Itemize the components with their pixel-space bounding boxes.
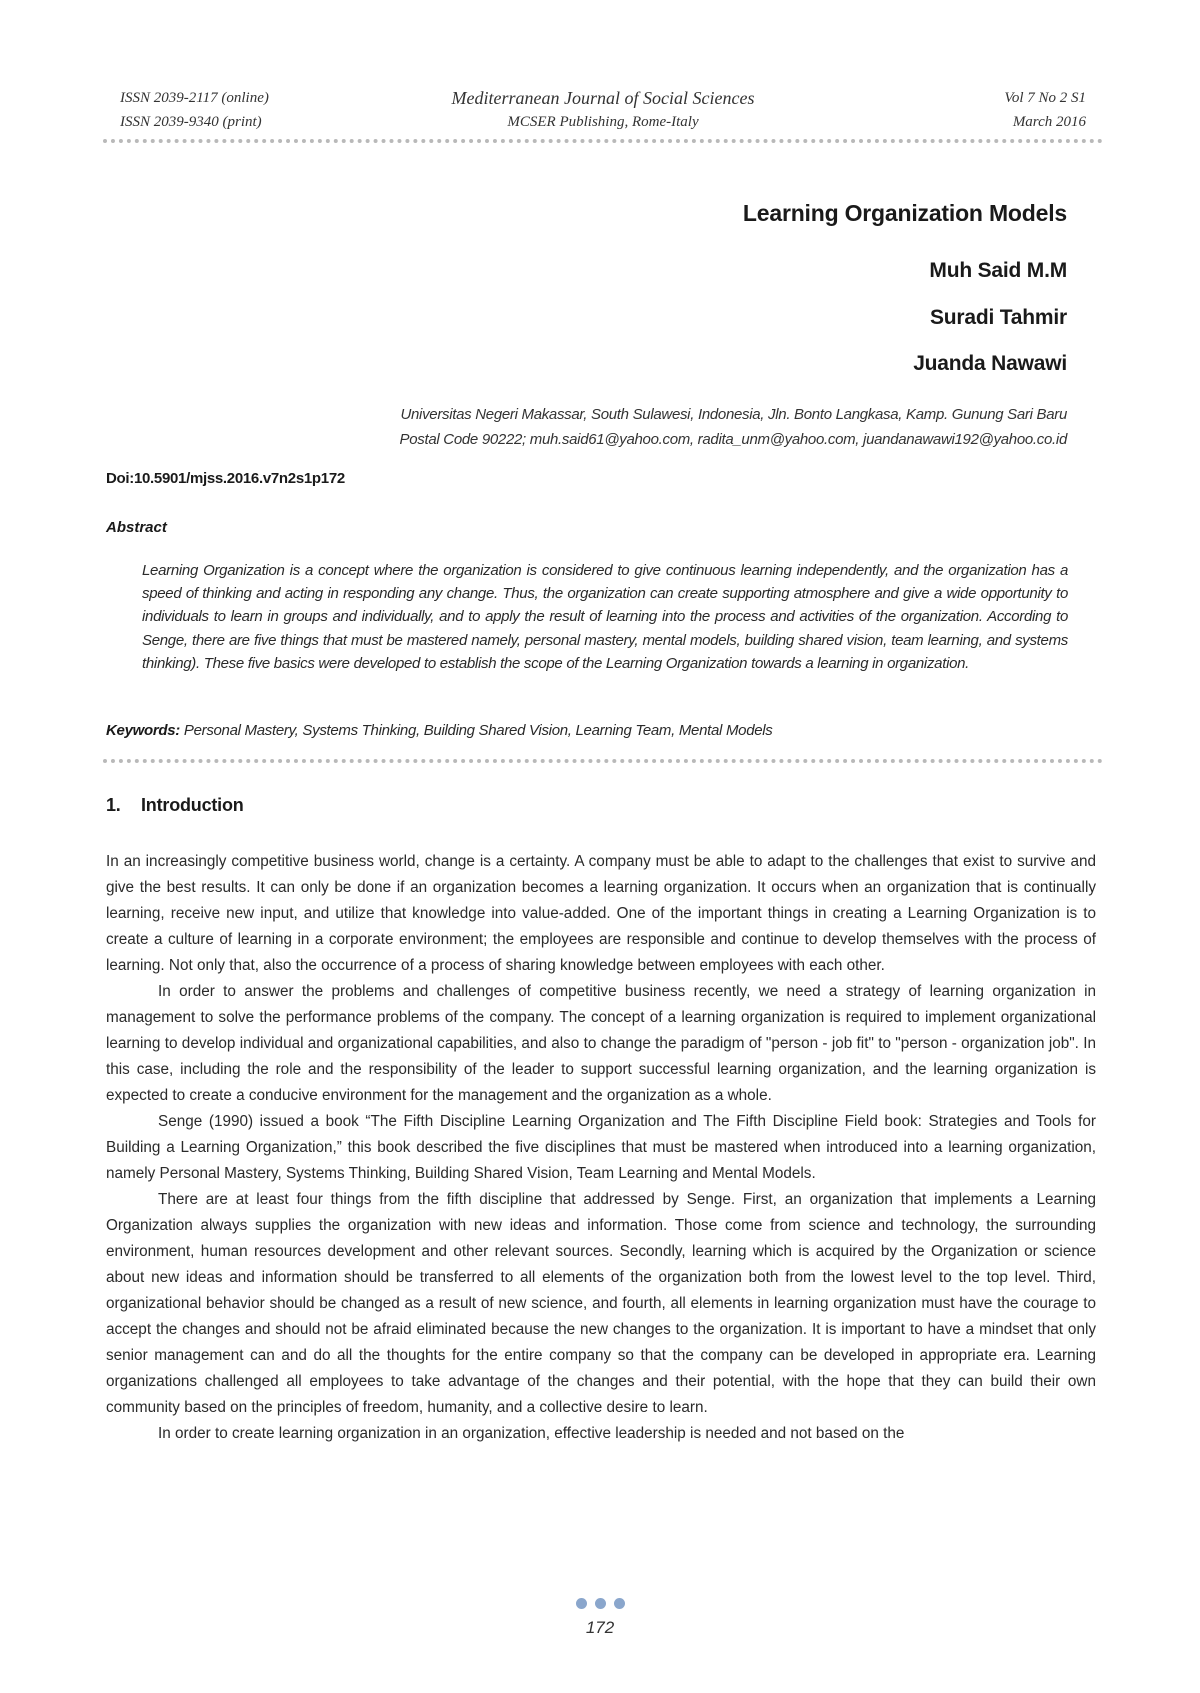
issue-block bbox=[1004, 86, 1086, 134]
section-title: Introduction bbox=[141, 795, 244, 815]
issn-online: ISSN 2039-2117 (online) bbox=[120, 90, 269, 106]
header-divider bbox=[103, 139, 1103, 143]
footer-dot bbox=[576, 1598, 587, 1609]
abstract-divider bbox=[103, 759, 1103, 763]
footer-dot bbox=[614, 1598, 625, 1609]
affiliation bbox=[400, 402, 1067, 452]
paragraph-1: In an increasingly competitive business world, change is a certainty. A company must be able to adapt to the challenges that exist to survive and give the best results. It can only be done if an organization becomes a learning organization. It occurs when an organization that is continually learning, receive new input, and utilize that knowledge into value-added. One of the important things in creating a Learning Organization is to create a culture of learning in a corporate environment; the employees are responsible and continue to develop themselves with the process of learning. Not only that, also the occurrence of a process of sharing knowledge between employees with each other. bbox=[106, 853, 1096, 974]
volume-label: Vol 7 No 2 S1 bbox=[1004, 90, 1086, 106]
affiliation-line-2: Postal Code 90222; muh.said61@yahoo.com, radita_unm@yahoo.com, juandanawawi192@yahoo.co.id bbox=[399, 431, 1067, 448]
page-number: 172 bbox=[585, 1618, 615, 1637]
footer-dots bbox=[0, 1596, 1200, 1610]
paragraph-5: In order to create learning organization in an organization, effective leadership is needed and not based on the bbox=[158, 1425, 905, 1442]
doi-link[interactable]: Doi:10.5901/mjss.2016.v7n2s1p172 bbox=[106, 470, 345, 487]
publisher-name: MCSER Publishing, Rome-Italy bbox=[507, 114, 699, 130]
section-heading bbox=[106, 795, 244, 816]
body-text bbox=[106, 849, 1096, 1447]
author-1: Muh Said M.M bbox=[929, 259, 1067, 282]
abstract-heading: Abstract bbox=[106, 519, 167, 536]
issue-date: March 2016 bbox=[1012, 114, 1086, 130]
keywords-label: Keywords: bbox=[106, 722, 180, 739]
author-2: Suradi Tahmir bbox=[929, 306, 1067, 329]
keywords-list: Personal Mastery, Systems Thinking, Building Shared Vision, Learning Team, Mental Models bbox=[183, 722, 773, 739]
journal-block bbox=[120, 86, 1086, 134]
journal-name: Mediterranean Journal of Social Sciences bbox=[451, 88, 755, 108]
paper-title: Learning Organization Models bbox=[742, 200, 1067, 226]
paragraph-4: There are at least four things from the fifth discipline that addressed by Senge. First, an organization that implements a Learning Organization always supplies the organization with new ideas and information. Those come from science and technology, the surrounding environment, human resources development and other relevant sources. Secondly, learning which is acquired by the Organization or science about new ideas and information should be transferred to all elements of the organization both from the lowest level to the top level. Third, organizational behavior should be changed as a result of new science, and fourth, all elements in learning organization must have the courage to accept the changes and should not be afraid eliminated because the new changes to the organization. It is important to have a mindset that only senior management can and do all the thoughts for the entire company so that the company can be developed in appropriate era. Learning organizations challenged all employees to take advantage of the changes and their potential, with the hope that they can build their own community based on the principles of freedom, humanity, and a collective desire to learn. bbox=[106, 1191, 1096, 1416]
issn-print: ISSN 2039-9340 (print) bbox=[120, 114, 262, 130]
abstract-text: Learning Organization is a concept where the organization is considered to give continuous learning independently, and the organization has a speed of thinking and acting in responding any change. Thus, the organization can create supporting atmosphere and give a wide opportunity to individuals to learn in groups and individually, and to apply the result of learning into the process and activities of the organization. According to Senge, there are five things that must be mastered namely, personal mastery, mental models, building shared vision, team learning, and systems thinking). These five basics were developed to establish the scope of the Learning Organization towards a learning in organization. bbox=[142, 562, 1068, 672]
paragraph-2: In order to answer the problems and challenges of competitive business recently, we need a strategy of learning organization in management to solve the performance problems of the company. The concept of a learning organization is required to implement organizational learning to develop individual and organizational capabilities, and also to change the paradigm of "person - job fit" to "person - organization job". In this case, including the role and the responsibility of the leader to support successful learning organization, and the learning organization is expected to create a conducive environment for the management and the organization as a whole. bbox=[106, 983, 1096, 1104]
author-3: Juanda Nawawi bbox=[913, 352, 1067, 375]
keywords-line bbox=[106, 722, 773, 739]
section-number: 1. bbox=[106, 795, 121, 815]
paragraph-3: Senge (1990) issued a book “The Fifth Discipline Learning Organization and The Fifth Discipline Field book: Strategies and Tools for Building a Learning Organization,” this book described the five disciplines that must be mastered when introduced into a learning organization, namely Personal Mastery, Systems Thinking, Building Shared Vision, Team Learning and Mental Models. bbox=[106, 1113, 1096, 1182]
footer-dot bbox=[595, 1598, 606, 1609]
affiliation-line-1: Universitas Negeri Makassar, South Sulawesi, Indonesia, Jln. Bonto Langkasa, Kamp. Gunung Sari Baru bbox=[400, 406, 1067, 423]
